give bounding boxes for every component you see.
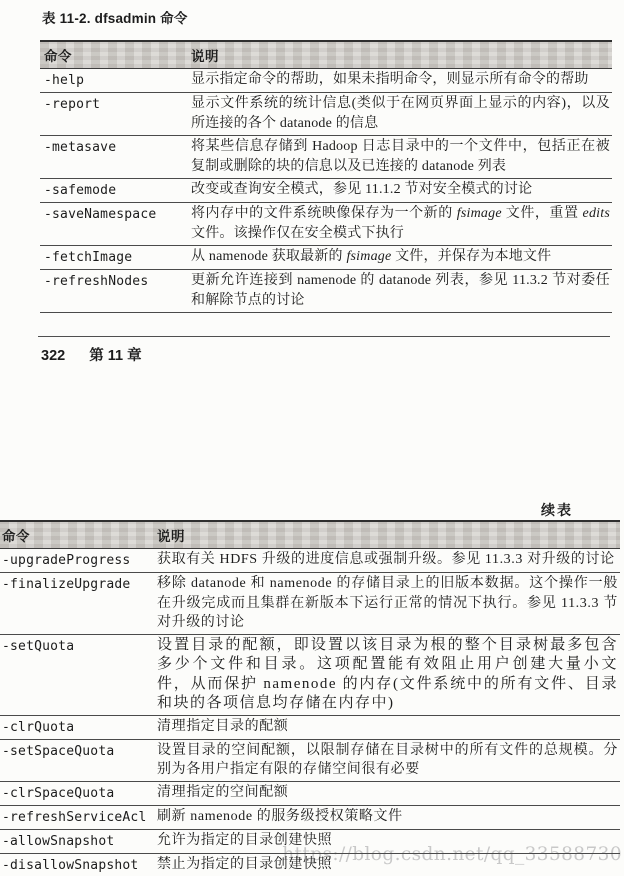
command-cell: -disallowSnapshot	[0, 853, 157, 876]
description-cell: 更新允许连接到 namenode 的 datanode 列表，参见 11.3.2 节对委任和解除节点的讨论	[191, 270, 612, 313]
description-cell: 设置目录的配额，即设置以该目录为根的整个目录树最多包含多少个文件和目录。这项配置能有效阻止用户创建大量小文件，从而保护 namenode 的内存(文件系统中的所有文件、目录和块的各项信息均存储在内存中)	[157, 634, 620, 715]
table-row	[0, 549, 620, 573]
table-body	[0, 549, 620, 876]
command-cell: -saveNamespace	[40, 203, 191, 246]
dfsadmin-command-table	[40, 40, 612, 313]
dfsadmin-command-table-continued	[0, 520, 620, 876]
command-cell: -setSpaceQuota	[0, 739, 157, 781]
command-cell: -setQuota	[0, 634, 157, 715]
description-cell: 设置目录的空间配额，以限制存储在目录树中的所有文件的总规模。分别为各用户指定有限的存储空间很有必要	[157, 739, 620, 781]
table-row	[40, 69, 612, 93]
table-row	[0, 805, 620, 829]
command-cell: -fetchImage	[40, 246, 191, 270]
table-row	[40, 270, 612, 313]
description-cell: 移除 datanode 和 namenode 的存储目录上的旧版本数据。这个操作一般在升级完成而且集群在新版本下运行正常的情况下执行。参见 11.3.3 节对升级的讨论	[157, 573, 620, 635]
page-number: 322	[41, 348, 66, 364]
command-cell: -finalizeUpgrade	[0, 573, 157, 635]
description-cell: 改变或查询安全模式，参见 11.1.2 节对安全模式的讨论	[191, 179, 612, 203]
table-header	[40, 41, 612, 69]
description-cell: 允许为指定的目录创建快照	[157, 829, 620, 853]
continued-table-label: 续表	[541, 504, 573, 519]
table-row	[40, 93, 612, 136]
table-row	[0, 853, 620, 876]
column-header-description: 说明	[157, 521, 620, 549]
table-row	[40, 179, 612, 203]
command-cell: -refreshNodes	[40, 270, 191, 313]
command-cell: -upgradeProgress	[0, 549, 157, 573]
column-header-description: 说明	[191, 41, 612, 69]
command-cell: -clrSpaceQuota	[0, 781, 157, 805]
header-row	[40, 41, 612, 69]
column-header-command: 命令	[0, 521, 157, 549]
table-row	[40, 246, 612, 270]
page-footer	[41, 344, 142, 365]
table-row	[0, 715, 620, 739]
table-caption: 表 11-2. dfsadmin 命令	[42, 11, 188, 26]
description-cell: 从 namenode 获取最新的 fsimage 文件，并保存为本地文件	[191, 246, 612, 270]
description-cell: 将某些信息存储到 Hadoop 日志目录中的一个文件中，包括正在被复制或删除的块的信息以及已连接的 datanode 列表	[191, 136, 612, 179]
command-cell: -help	[40, 69, 191, 93]
table-row	[40, 136, 612, 179]
table-row	[0, 781, 620, 805]
command-cell: -safemode	[40, 179, 191, 203]
description-cell: 禁止为指定的目录创建快照	[157, 853, 620, 876]
table-row	[0, 634, 620, 715]
description-cell: 获取有关 HDFS 升级的进度信息或强制升级。参见 11.3.3 对升级的讨论	[157, 549, 620, 573]
description-cell: 刷新 namenode 的服务级授权策略文件	[157, 805, 620, 829]
column-header-command: 命令	[40, 41, 191, 69]
description-cell: 显示文件系统的统计信息(类似于在网页界面上显示的内容)，以及所连接的各个 datanode 的信息	[191, 93, 612, 136]
command-cell: -allowSnapshot	[0, 829, 157, 853]
chapter-label: 第 11 章	[89, 348, 142, 364]
footer-divider	[38, 336, 610, 337]
header-row	[0, 521, 620, 549]
description-cell: 清理指定的空间配额	[157, 781, 620, 805]
description-cell: 清理指定目录的配额	[157, 715, 620, 739]
table-row	[0, 739, 620, 781]
table-header	[0, 521, 620, 549]
description-cell: 将内存中的文件系统映像保存为一个新的 fsimage 文件，重置 edits 文件。该操作仅在安全模式下执行	[191, 203, 612, 246]
table-row	[0, 829, 620, 853]
table-body	[40, 69, 612, 313]
command-cell: -report	[40, 93, 191, 136]
watermark-url: https://blog.csdn.net/qq_33588730	[282, 844, 622, 865]
table-row	[0, 573, 620, 635]
command-cell: -clrQuota	[0, 715, 157, 739]
description-cell: 显示指定命令的帮助，如果未指明命令，则显示所有命令的帮助	[191, 69, 612, 93]
command-cell: -metasave	[40, 136, 191, 179]
command-cell: -refreshServiceAcl	[0, 805, 157, 829]
table-row	[40, 203, 612, 246]
